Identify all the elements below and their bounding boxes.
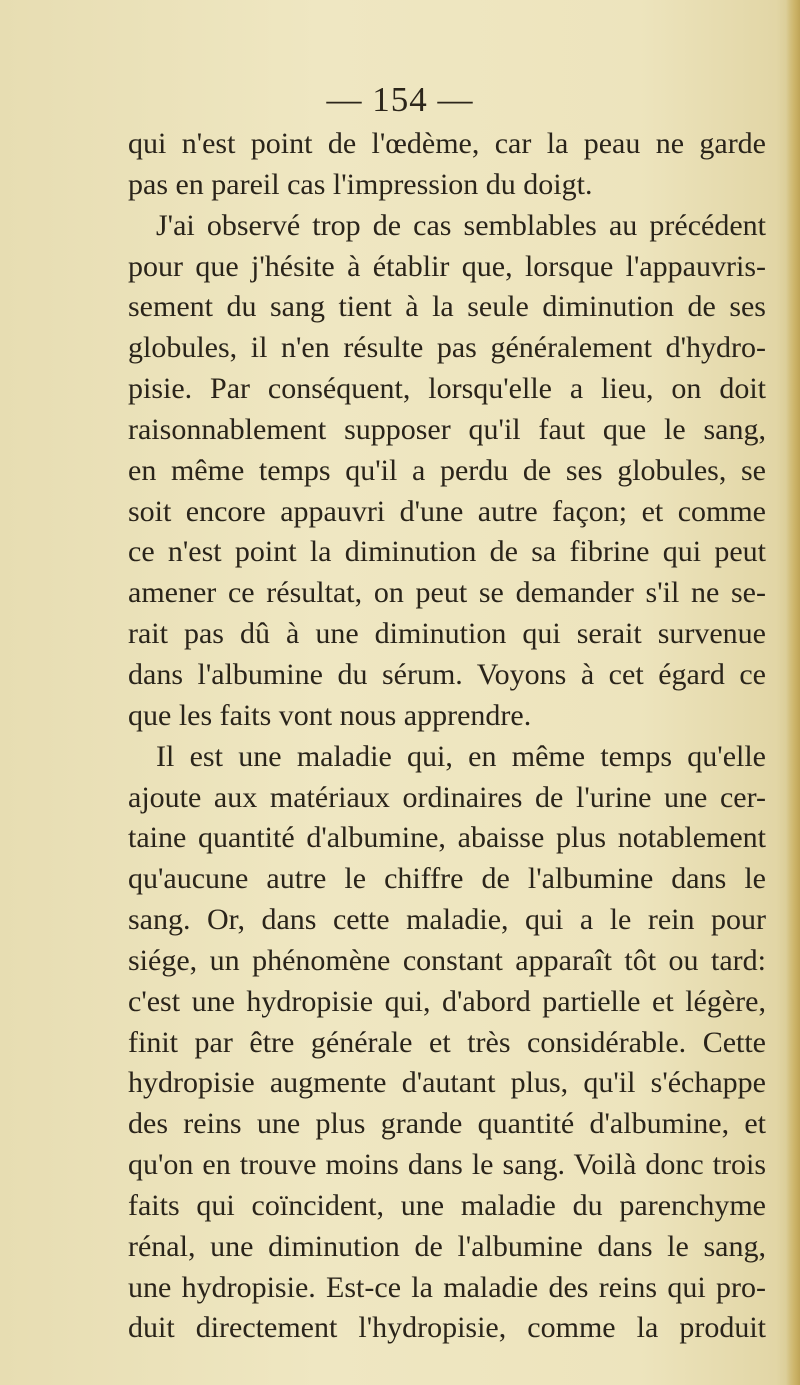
text-line: qu'aucune autre le chiffre de l'albumine dans le — [128, 862, 766, 896]
text-line: rénal, une diminution de l'albumine dans le sang, — [128, 1229, 766, 1263]
text-line: pour que j'hésite à établir que, lorsque l'appauvris- — [128, 249, 766, 283]
text-line: pisie. Par conséquent, lorsqu'elle a lieu, on doit — [128, 372, 766, 406]
text-line: finit par être générale et très considérable. Cette — [128, 1025, 766, 1059]
text-line: Il est une maladie qui, en même temps qu'elle — [156, 739, 766, 773]
body-text — [128, 124, 766, 1349]
text-line: qui n'est point de l'œdème, car la peau ne garde — [128, 127, 766, 160]
text-line: en même temps qu'il a perdu de ses globules, se — [128, 453, 766, 487]
text-line: globules, il n'en résulte pas généralement d'hydro- — [128, 331, 766, 365]
page-number: — 154 — — [326, 80, 474, 119]
text-line: que les faits vont nous apprendre. — [128, 698, 532, 732]
text-line: pas en pareil cas l'impression du doigt. — [128, 167, 593, 201]
text-line: qu'on en trouve moins dans le sang. Voilà donc trois — [128, 1148, 766, 1182]
text-line: ajoute aux matériaux ordinaires de l'urine une cer- — [128, 780, 766, 814]
text-line: amener ce résultat, on peut se demander s'il ne se- — [128, 576, 766, 610]
text-line: siége, un phénomène constant apparaît tôt ou tard: — [128, 943, 766, 977]
text-line: hydropisie augmente d'autant plus, qu'il s'échappe — [128, 1066, 766, 1100]
text-line: dans l'albumine du sérum. Voyons à cet égard ce — [128, 657, 766, 691]
text-line: soit encore appauvri d'une autre façon; et comme — [128, 494, 766, 528]
text-line: sement du sang tient à la seule diminution de ses — [128, 290, 766, 324]
text-line: taine quantité d'albumine, abaisse plus notablement — [128, 821, 766, 855]
text-line: ce n'est point la diminution de sa fibrine qui peut — [128, 535, 766, 569]
page-edge — [786, 0, 800, 1385]
text-line: faits qui coïncident, une maladie du parenchyme — [128, 1188, 766, 1222]
text-line: J'ai observé trop de cas semblables au précédent — [156, 208, 766, 242]
text-line: des reins une plus grande quantité d'albumine, et — [128, 1107, 766, 1141]
text-line: une hydropisie. Est-ce la maladie des reins qui pro- — [128, 1270, 766, 1304]
text-line: sang. Or, dans cette maladie, qui a le rein pour — [128, 903, 766, 937]
text-line: duit directement l'hydropisie, comme la produit — [128, 1311, 766, 1345]
text-line: c'est une hydropisie qui, d'abord partielle et légère, — [128, 984, 766, 1018]
text-line: raisonnablement supposer qu'il faut que le sang, — [128, 412, 766, 446]
text-line: rait pas dû à une diminution qui serait survenue — [128, 617, 766, 651]
